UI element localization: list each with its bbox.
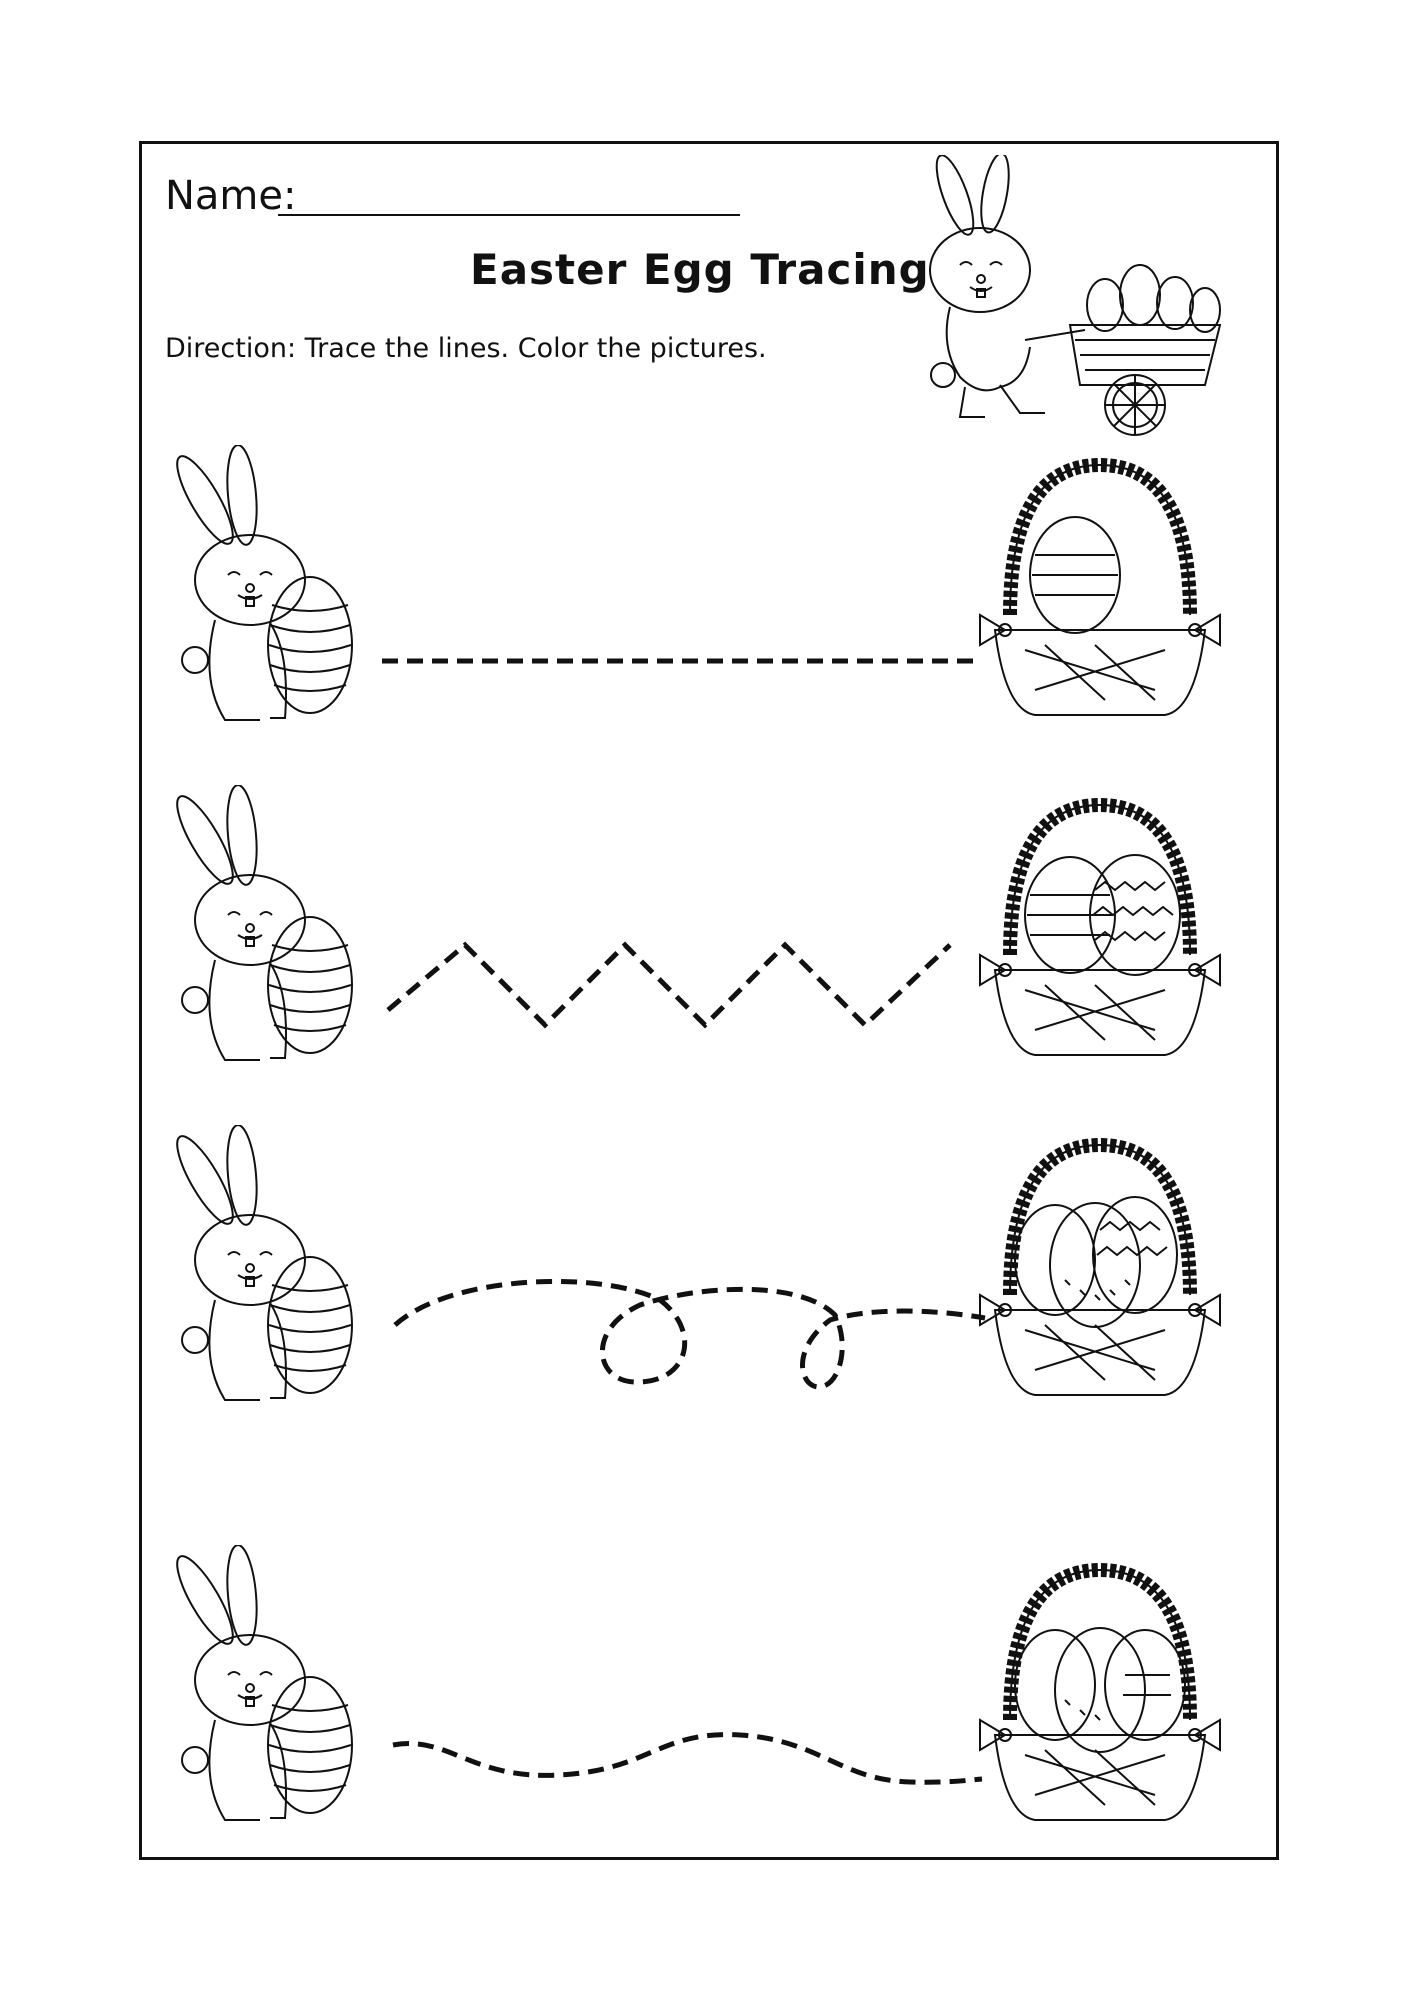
direction-text: Direction: Trace the lines. Color the pictures. [165,333,767,364]
trace-line-wave[interactable] [393,1735,982,1783]
name-label: Name: [165,173,297,219]
page-title: Easter Egg Tracing [470,245,930,294]
trace-line-loops[interactable] [395,1281,985,1387]
trace-line-zigzag[interactable] [388,945,950,1025]
